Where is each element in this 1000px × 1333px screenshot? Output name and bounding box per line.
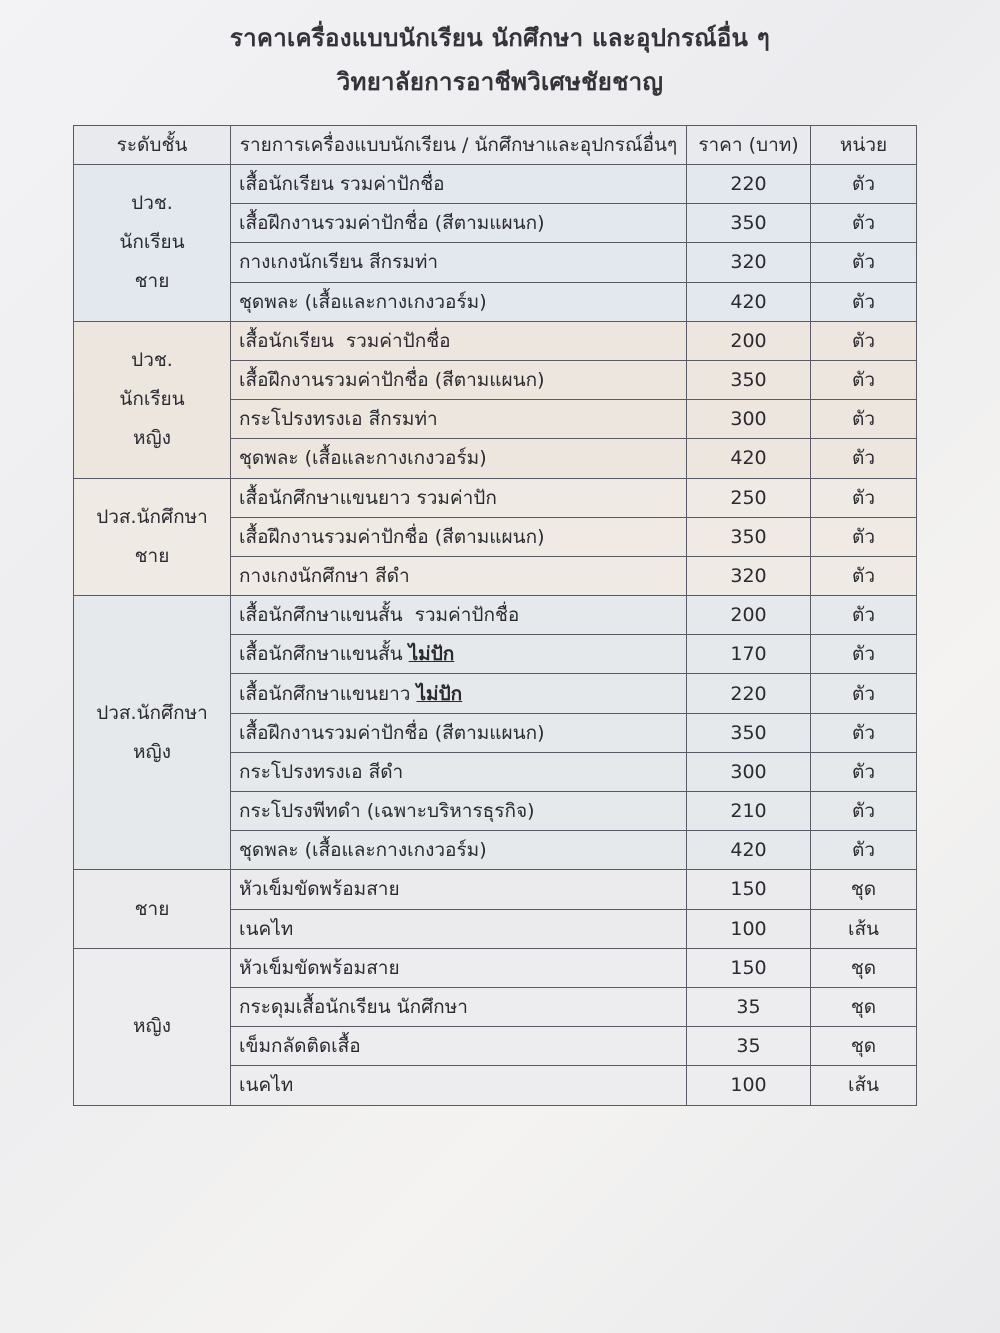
unit-cell: ตัว (811, 321, 917, 360)
item-text: เสื้อฝึกงานรวมค่าปักชื่อ (สีตามแผนก) (239, 212, 545, 235)
unit-cell: ตัว (811, 243, 917, 282)
item-cell (231, 556, 687, 595)
price-cell: 320 (687, 556, 811, 595)
level-line: นักเรียน (119, 231, 185, 254)
price-cell: 35 (687, 1027, 811, 1066)
level-line: ชาย (134, 544, 170, 567)
item-cell (231, 674, 687, 713)
item-text: เสื้อฝึกงานรวมค่าปักชื่อ (สีตามแผนก) (239, 369, 545, 392)
level-cell (74, 596, 231, 870)
item-cell (231, 635, 687, 674)
unit-cell: ชุด (811, 948, 917, 987)
item-emphasis: ไม่ปัก (408, 643, 455, 666)
item-cell (231, 400, 687, 439)
unit-cell: ตัว (811, 831, 917, 870)
price-cell: 350 (687, 204, 811, 243)
level-cell (74, 321, 231, 478)
table-row (74, 870, 917, 909)
unit-cell: ตัว (811, 674, 917, 713)
unit-cell: ชุด (811, 1027, 917, 1066)
item-text: กางเกงนักศึกษา สีดำ (239, 564, 410, 587)
table-row (74, 948, 917, 987)
item-cell (231, 321, 687, 360)
price-cell: 300 (687, 400, 811, 439)
unit-cell: ตัว (811, 360, 917, 399)
price-cell: 350 (687, 517, 811, 556)
unit-cell: ตัว (811, 556, 917, 595)
price-table (73, 125, 917, 1106)
item-text: หัวเข็มขัดพร้อมสาย (239, 878, 400, 901)
table-row (74, 321, 917, 360)
item-cell (231, 478, 687, 517)
unit-cell: ตัว (811, 204, 917, 243)
price-cell: 35 (687, 987, 811, 1026)
item-text: หัวเข็มขัดพร้อมสาย (239, 956, 400, 979)
unit-cell: ตัว (811, 439, 917, 478)
price-cell: 150 (687, 948, 811, 987)
level-line: ชาย (134, 270, 170, 293)
header-price: ราคา (บาท) (687, 126, 811, 165)
price-cell: 220 (687, 674, 811, 713)
unit-cell: ตัว (811, 596, 917, 635)
level-line: หญิง (133, 427, 171, 450)
item-text: เสื้อฝึกงานรวมค่าปักชื่อ (สีตามแผนก) (239, 525, 545, 548)
unit-cell: ตัว (811, 282, 917, 321)
table-row (74, 478, 917, 517)
item-cell (231, 792, 687, 831)
level-line: หญิง (133, 1015, 171, 1038)
header-row (74, 126, 917, 165)
unit-cell: ชุด (811, 870, 917, 909)
item-text: เสื้อฝึกงานรวมค่าปักชื่อ (สีตามแผนก) (239, 721, 545, 744)
price-cell: 170 (687, 635, 811, 674)
item-text: กระโปรงพีทดำ (เฉพาะบริหารธุรกิจ) (239, 800, 535, 823)
price-cell: 220 (687, 165, 811, 204)
college-name: วิทยาลัยการอาชีพวิเศษชัยชาญ (336, 68, 664, 96)
header-unit: หน่วย (811, 126, 917, 165)
price-cell: 250 (687, 478, 811, 517)
item-cell (231, 517, 687, 556)
unit-cell: ตัว (811, 478, 917, 517)
item-cell (231, 831, 687, 870)
unit-cell: ตัว (811, 713, 917, 752)
item-text: ชุดพละ (เสื้อและกางเกงวอร์ม) (239, 447, 487, 470)
item-text: กระโปรงทรงเอ สีดำ (239, 760, 404, 783)
item-cell (231, 439, 687, 478)
level-line: ปวช. (131, 349, 173, 372)
unit-cell: ตัว (811, 752, 917, 791)
level-cell (74, 948, 231, 1105)
document-title: ราคาเครื่องแบบนักเรียน นักศึกษา และอุปกรณ์อื่น ๆ (229, 24, 771, 52)
unit-cell: ตัว (811, 517, 917, 556)
level-cell (74, 870, 231, 948)
unit-cell: ตัว (811, 635, 917, 674)
item-text: เนคไท (239, 917, 294, 940)
price-cell: 100 (687, 909, 811, 948)
item-cell (231, 870, 687, 909)
item-cell (231, 360, 687, 399)
unit-cell: ตัว (811, 165, 917, 204)
item-cell (231, 752, 687, 791)
item-text: กระดุมเสื้อนักเรียน นักศึกษา (239, 996, 468, 1019)
price-cell: 420 (687, 282, 811, 321)
unit-cell: เส้น (811, 1066, 917, 1105)
level-line: หญิง (133, 740, 171, 763)
item-cell (231, 713, 687, 752)
item-cell (231, 909, 687, 948)
unit-cell: เส้น (811, 909, 917, 948)
price-cell: 200 (687, 321, 811, 360)
table-row (74, 165, 917, 204)
item-text: เสื้อนักศึกษาแขนยาว รวมค่าปัก (239, 486, 497, 509)
level-line: ปวส.นักศึกษา (96, 701, 208, 724)
price-cell: 100 (687, 1066, 811, 1105)
header-level: ระดับชั้น (74, 126, 231, 165)
price-cell: 420 (687, 439, 811, 478)
item-text: เสื้อนักศึกษาแขนสั้น (239, 643, 409, 666)
item-cell (231, 165, 687, 204)
item-text: ชุดพละ (เสื้อและกางเกงวอร์ม) (239, 839, 487, 862)
item-cell (231, 204, 687, 243)
level-line: ปวช. (131, 192, 173, 215)
unit-cell: ตัว (811, 400, 917, 439)
item-cell (231, 596, 687, 635)
price-cell: 320 (687, 243, 811, 282)
level-line: นักเรียน (119, 388, 185, 411)
item-cell (231, 1066, 687, 1105)
price-cell: 420 (687, 831, 811, 870)
level-line: ชาย (134, 897, 170, 920)
price-cell: 350 (687, 713, 811, 752)
item-text: กางเกงนักเรียน สีกรมท่า (239, 251, 439, 274)
unit-cell: ตัว (811, 792, 917, 831)
item-cell (231, 282, 687, 321)
price-cell: 200 (687, 596, 811, 635)
unit-cell: ชุด (811, 987, 917, 1026)
item-text: เนคไท (239, 1074, 294, 1097)
item-text: เข็มกลัดติดเสื้อ (239, 1035, 361, 1058)
header-item: รายการเครื่องแบบนักเรียน / นักศึกษาและอุปกรณ์อื่นๆ (231, 126, 687, 165)
item-text: เสื้อนักศึกษาแขนยาว (239, 682, 417, 705)
item-emphasis: ไม่ปัก (416, 682, 463, 705)
level-cell (74, 165, 231, 322)
item-cell (231, 243, 687, 282)
level-cell (74, 478, 231, 596)
item-text: เสื้อนักเรียน รวมค่าปักชื่อ (239, 173, 445, 196)
item-text: เสื้อนักเรียน รวมค่าปักชื่อ (239, 329, 451, 352)
item-text: เสื้อนักศึกษาแขนสั้น รวมค่าปักชื่อ (239, 604, 520, 627)
table-row (74, 596, 917, 635)
price-cell: 300 (687, 752, 811, 791)
price-cell: 210 (687, 792, 811, 831)
item-text: ชุดพละ (เสื้อและกางเกงวอร์ม) (239, 290, 487, 313)
item-cell (231, 1027, 687, 1066)
price-cell: 350 (687, 360, 811, 399)
price-cell: 150 (687, 870, 811, 909)
level-line: ปวส.นักศึกษา (96, 505, 208, 528)
item-cell (231, 987, 687, 1026)
item-cell (231, 948, 687, 987)
item-text: กระโปรงทรงเอ สีกรมท่า (239, 408, 438, 431)
